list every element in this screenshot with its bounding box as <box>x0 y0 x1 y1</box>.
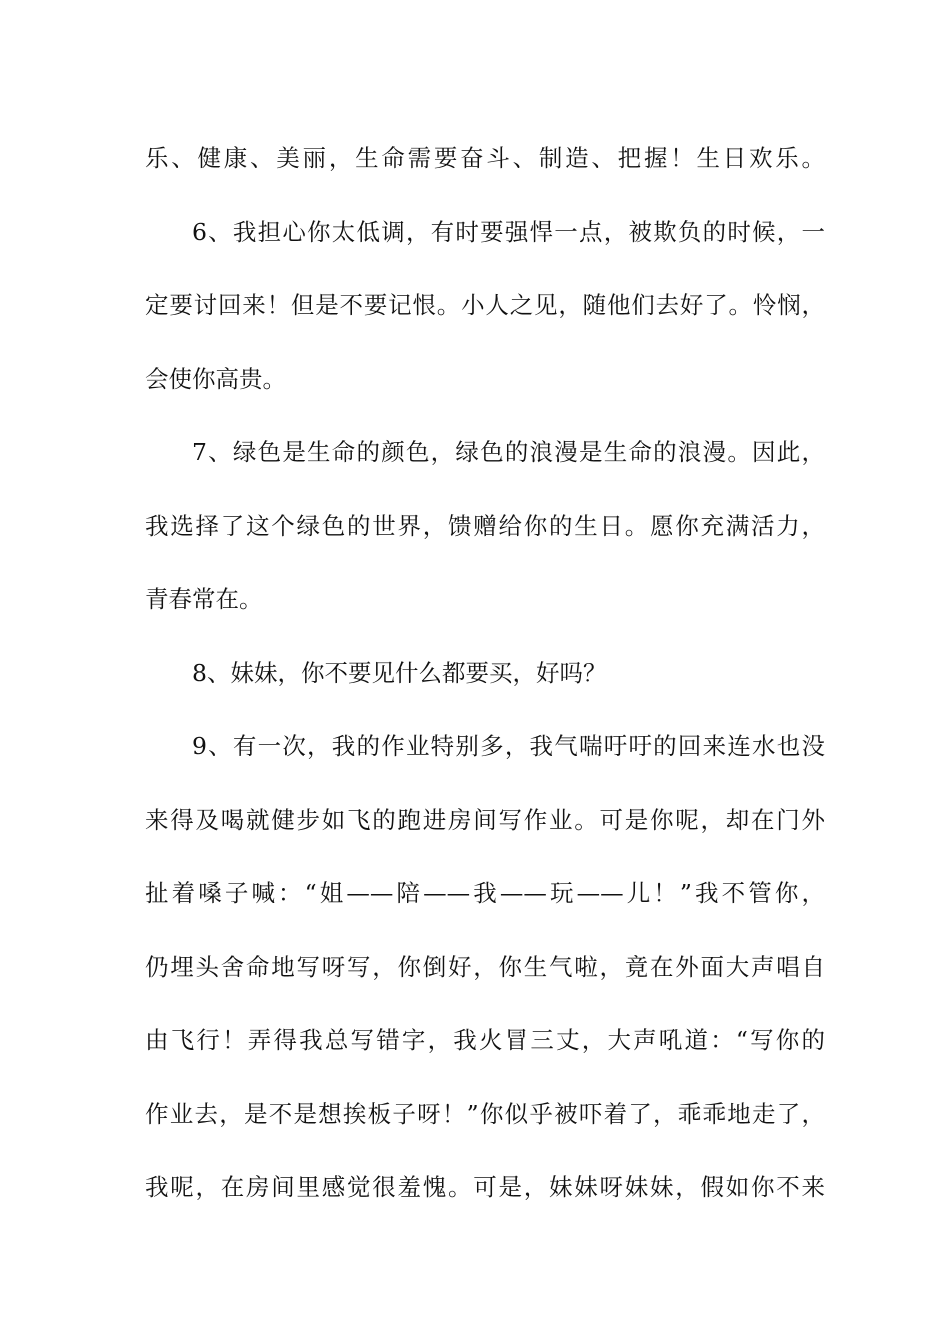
text-line: 7、绿色是生命的颜色，绿色的浪漫是生命的浪漫。因此， <box>192 438 825 466</box>
text-line: 6、我担心你太低调，有时要强悍一点，被欺负的时候，一 <box>192 217 825 246</box>
text-line: 青春常在。 <box>145 585 263 613</box>
text-line: 作业去，是不是想挨板子呀！”你似乎被吓着了，乖乖地走了， <box>145 1099 825 1128</box>
text-line: 会使你高贵。 <box>145 364 286 393</box>
text-line: 仍埋头舍命地写呀写，你倒好，你生气啦，竟在外面大声唱自 <box>145 952 825 981</box>
text-line: 定要讨回来！但是不要记恨。小人之见，随他们去好了。怜悯， <box>145 291 825 319</box>
text-line: 乐、健康、美丽，生命需要奋斗、制造、把握！生日欢乐。 <box>145 144 825 172</box>
document-body <box>145 122 825 1225</box>
text-line: 由飞行！弄得我总写错字，我火冒三丈，大声吼道：“写你的 <box>145 1026 825 1054</box>
text-line: 我呢，在房间里感觉很羞愧。可是，妹妹呀妹妹，假如你不来 <box>145 1173 825 1201</box>
text-line: 我选择了这个绿色的世界，馈赠给你的生日。愿你充满活力， <box>145 511 825 540</box>
text-line: 扯着嗓子喊：“姐——陪——我——玩——儿！”我不管你， <box>145 879 825 907</box>
text-line: 8、妹妹，你不要见什么都要买，好吗？ <box>192 658 607 687</box>
text-line: 来得及喝就健步如飞的跑进房间写作业。可是你呢，却在门外 <box>145 805 825 834</box>
text-line: 9、有一次，我的作业特别多，我气喘吁吁的回来连水也没 <box>192 732 825 760</box>
